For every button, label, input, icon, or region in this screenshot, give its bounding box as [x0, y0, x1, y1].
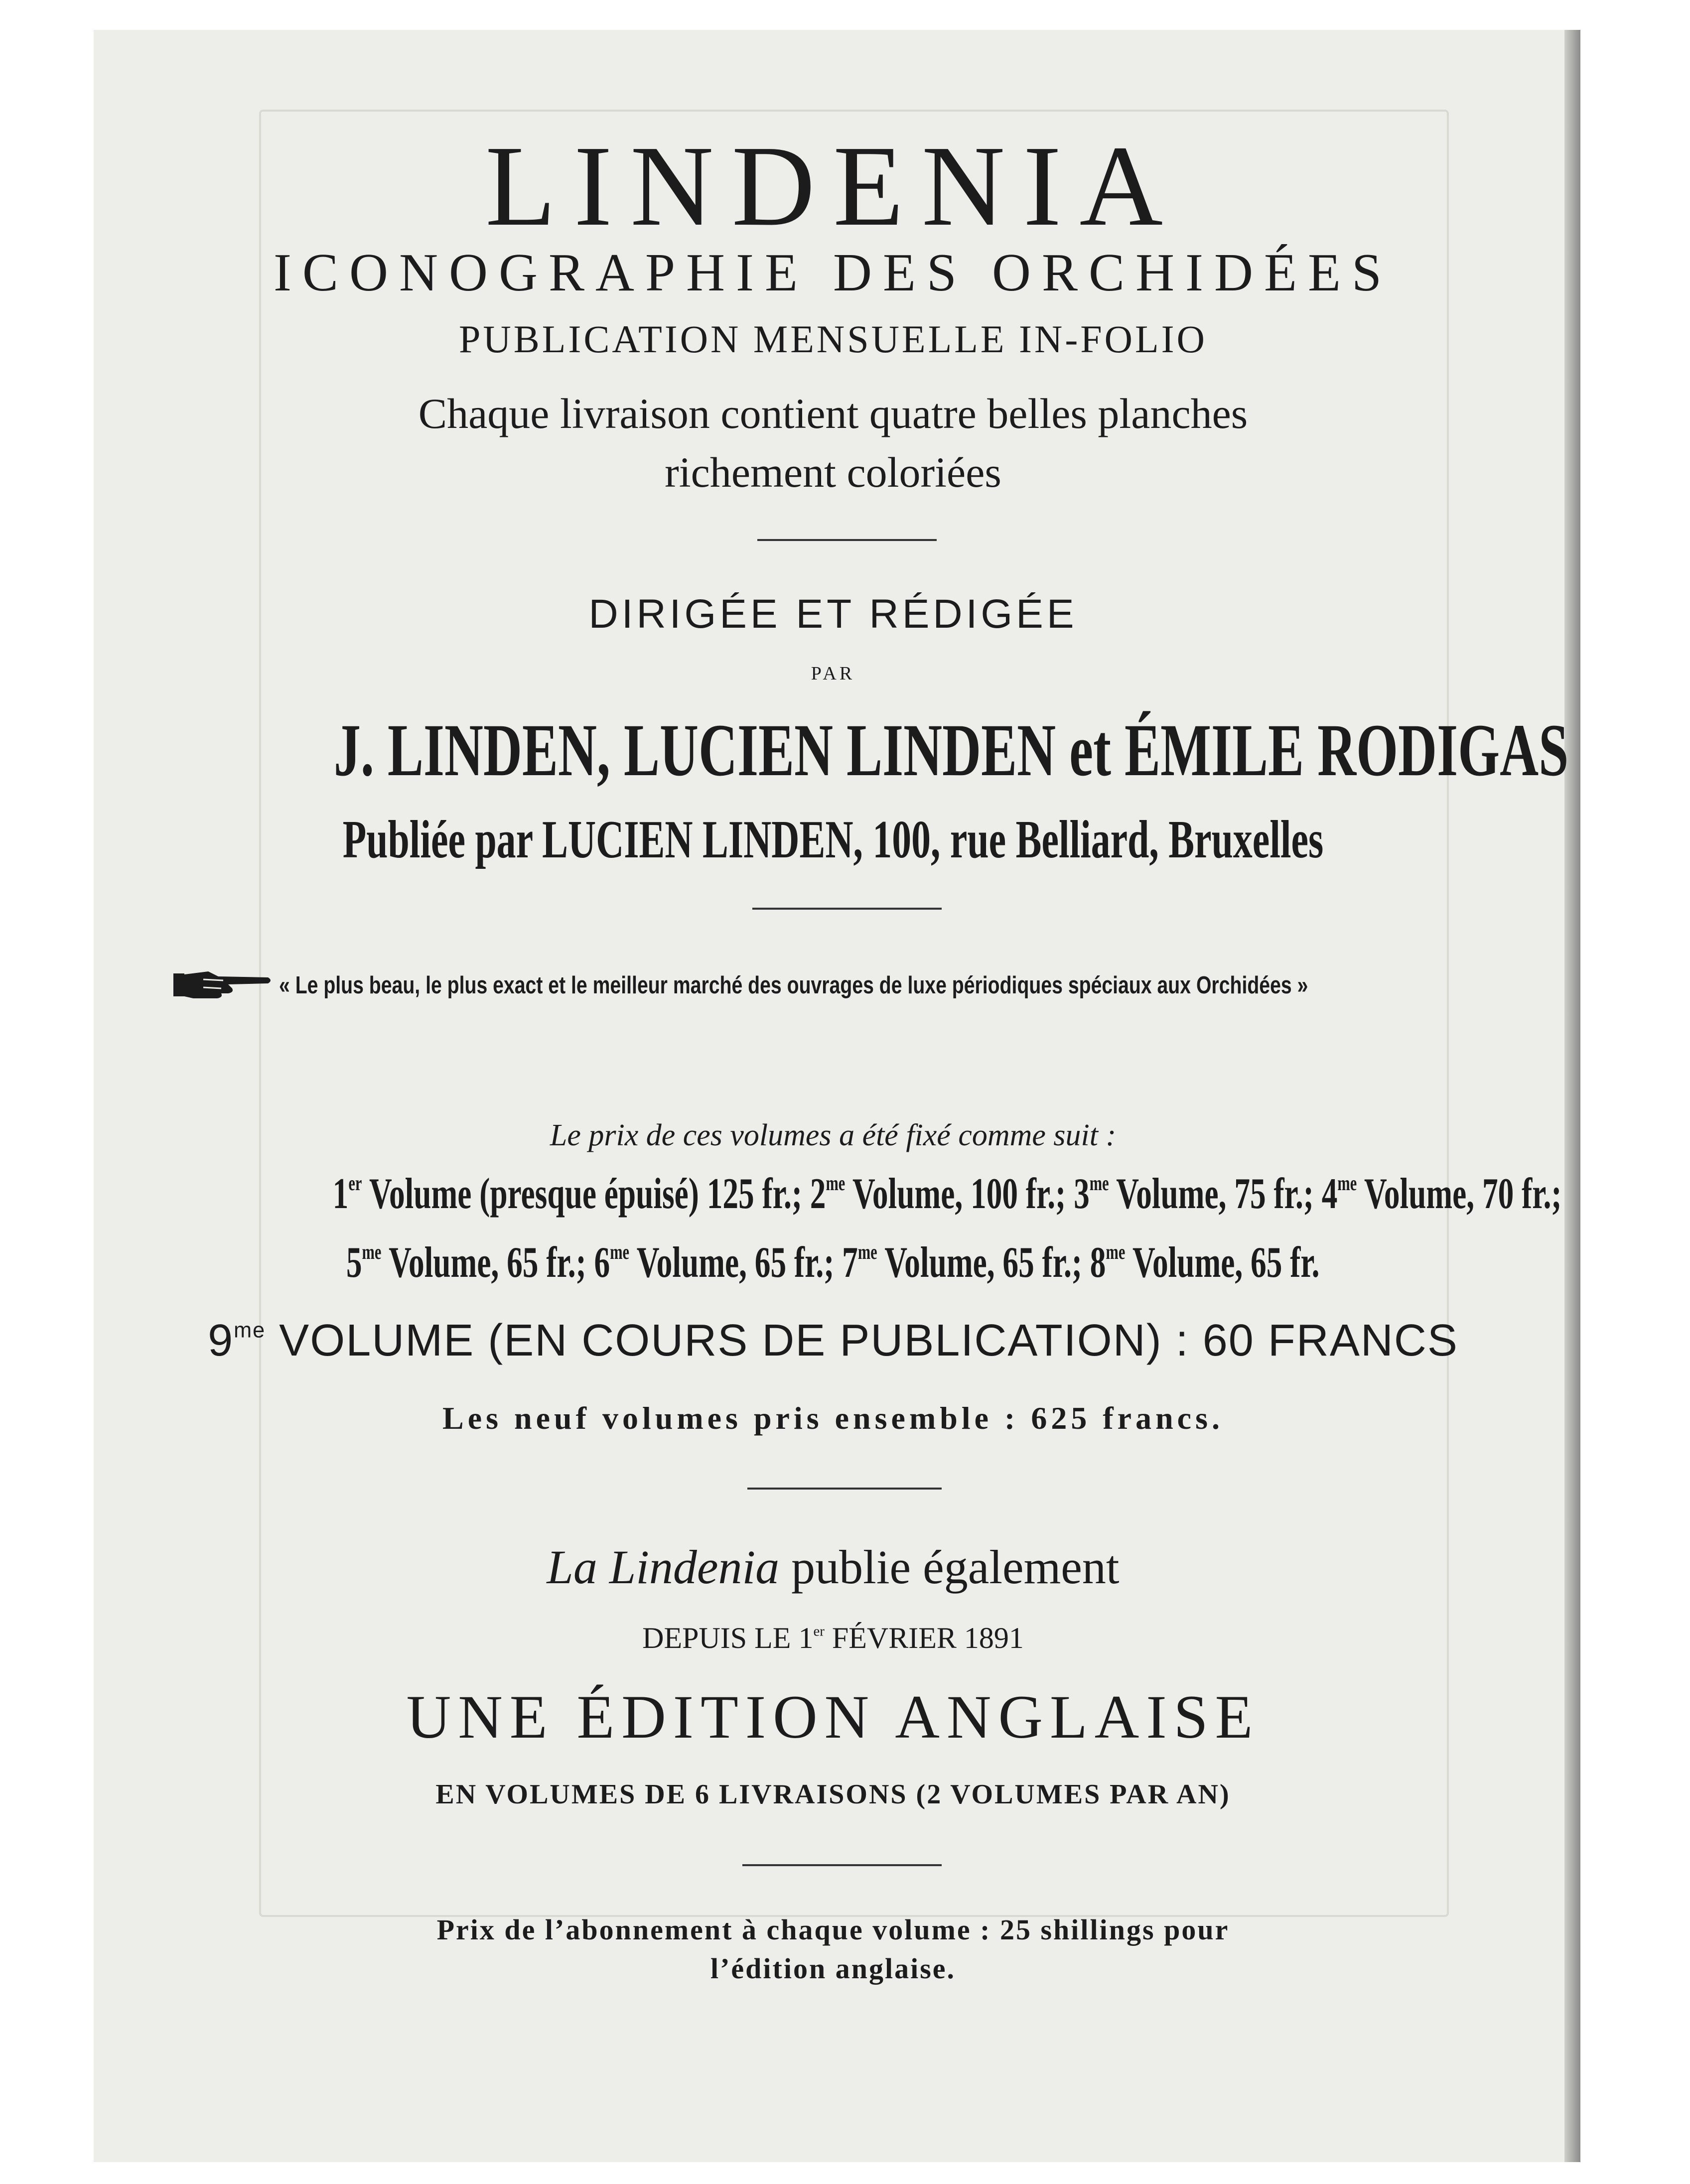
- vol2-sup: me: [826, 1172, 845, 1196]
- publisher-line: [94, 809, 1572, 871]
- vol6-text: Volume, 65 fr.;: [629, 1238, 835, 1287]
- vol7-text: Volume, 65 fr.;: [877, 1238, 1083, 1287]
- direction-heading: DIRIGÉE ET RÉDIGÉE: [588, 591, 1078, 637]
- subscription-price-line-1: Prix de l’abonnement à chaque volume : 25 shillings pour: [436, 1913, 1230, 1946]
- english-edition-heading: UNE ÉDITION ANGLAISE: [406, 1683, 1260, 1751]
- vol8-ord: 8: [1090, 1238, 1106, 1287]
- vol8-sup: me: [1106, 1240, 1126, 1264]
- vol5-text: Volume, 65 fr.;: [381, 1238, 586, 1287]
- vol4-sup: me: [1337, 1172, 1357, 1196]
- vol1-sup: er: [348, 1172, 362, 1196]
- subscription-price-line-2: l’édition anglaise.: [710, 1952, 956, 1985]
- vol3-ord: 3: [1074, 1170, 1090, 1218]
- divider-1: [757, 539, 937, 541]
- vol4-ord: 4: [1321, 1170, 1338, 1218]
- divider-2: [752, 908, 942, 910]
- volumes-5-8-prices: [94, 1237, 1572, 1288]
- volumes-5-8-text: [346, 1237, 1320, 1288]
- vol8-text: Volume, 65 fr.: [1125, 1238, 1320, 1287]
- volumes-1-4-prices: [94, 1169, 1572, 1219]
- description-line-2: richement coloriées: [665, 448, 1001, 496]
- authors-names-text: J. LINDEN, LUCIEN LINDEN et ÉMILE RODIGAS: [333, 709, 1569, 792]
- vol3-sup: me: [1089, 1172, 1109, 1196]
- depuis-post: FÉVRIER 1891: [824, 1622, 1024, 1654]
- publication-frequency: PUBLICATION MENSUELLE IN-FOLIO: [459, 317, 1207, 361]
- depuis-pre: DEPUIS LE 1: [642, 1622, 814, 1654]
- quote-text-content: « Le plus beau, le plus exact et le meilleur marché des ouvrages de luxe périodiques spéciaux aux Orchidées »: [279, 972, 1308, 999]
- page-title: LINDENIA: [485, 122, 1181, 250]
- vol9-ord: 9: [208, 1316, 234, 1365]
- vol5-sup: me: [362, 1240, 382, 1264]
- vol9-text: VOLUME (EN COURS DE PUBLICATION) : 60 FRANCS: [266, 1316, 1458, 1365]
- authors-names: [94, 707, 1572, 793]
- lindenia-italic: La Lindenia: [547, 1540, 780, 1594]
- quote-text: [279, 971, 1535, 999]
- divider-4: [742, 1864, 942, 1866]
- vol2-ord: 2: [810, 1170, 826, 1218]
- vol9-sup: me: [234, 1318, 266, 1343]
- vol3-text: Volume, 75 fr.;: [1109, 1170, 1314, 1218]
- page-subtitle: ICONOGRAPHIE DES ORCHIDÉES: [273, 243, 1393, 302]
- vol6-ord: 6: [594, 1238, 610, 1287]
- vol1-ord: 1: [332, 1170, 349, 1218]
- vol5-ord: 5: [346, 1238, 362, 1287]
- par-label: PAR: [811, 663, 855, 684]
- all-volumes-price: Les neuf volumes pris ensemble : 625 francs.: [442, 1400, 1224, 1436]
- divider-3: [747, 1488, 942, 1490]
- vol7-ord: 7: [842, 1238, 858, 1287]
- vol1-text: Volume (presque épuisé) 125 fr.;: [362, 1170, 802, 1218]
- depuis-sup: er: [813, 1623, 825, 1639]
- vol7-sup: me: [858, 1240, 877, 1264]
- vol2-text: Volume, 100 fr.;: [845, 1170, 1066, 1218]
- pointing-hand-icon: [173, 967, 273, 1002]
- english-edition-intro: [94, 1539, 1572, 1595]
- english-edition-details: EN VOLUMES DE 6 LIVRAISONS (2 VOLUMES PAR AN): [435, 1779, 1231, 1810]
- price-intro: Le prix de ces volumes a été fixé comme suit :: [550, 1118, 1117, 1152]
- vol6-sup: me: [610, 1240, 630, 1264]
- vol4-text: Volume, 70 fr.;: [1357, 1170, 1562, 1218]
- publisher-line-text: Publiée par LUCIEN LINDEN, 100, rue Belliard, Bruxelles: [342, 810, 1324, 869]
- publie-text: publie également: [779, 1540, 1120, 1594]
- description-line-1: Chaque livraison contient quatre belles planches: [418, 390, 1248, 437]
- volume-9-price: [94, 1315, 1572, 1366]
- volumes-1-4-text: [333, 1169, 1562, 1219]
- since-date: [94, 1621, 1572, 1655]
